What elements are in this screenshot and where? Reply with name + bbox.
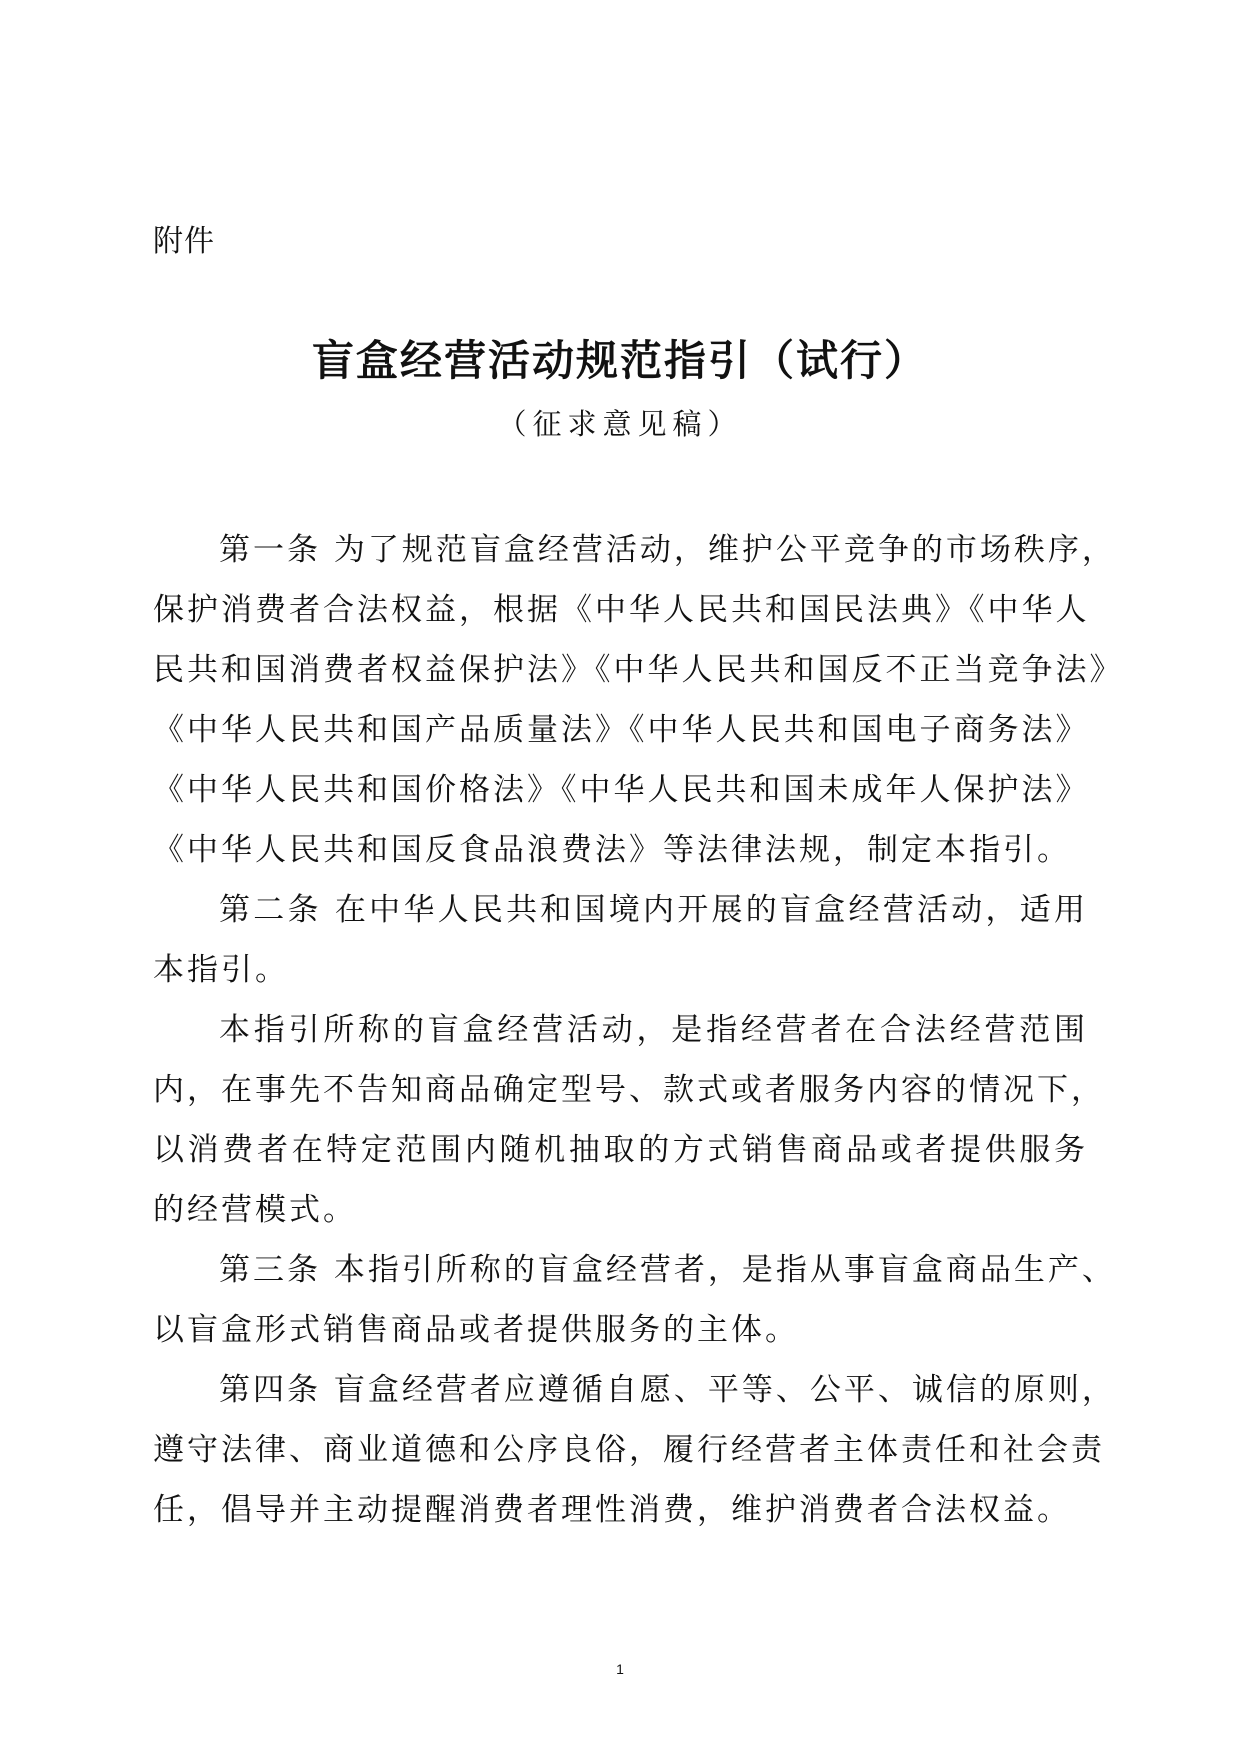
article-3-paragraph [153, 1240, 1116, 1360]
text-line: 第二条 在中华人民共和国境内开展的盲盒经营活动，适用 [219, 892, 1088, 928]
document-title: 盲盒经营活动规范指引（试行） [311, 336, 928, 385]
text-line: 本指引所称的盲盒经营活动，是指经营者在合法经营范围 [219, 1012, 1088, 1048]
text-line: 的经营模式。 [153, 1192, 357, 1228]
article-1-paragraph [153, 520, 1124, 880]
text-line: 第三条 本指引所称的盲盒经营者，是指从事盲盒商品生产、 [219, 1252, 1116, 1288]
text-line: 《中华人民共和国产品质量法》《中华人民共和国电子商务法》 [153, 712, 1090, 748]
text-line: 以盲盒形式销售商品或者提供服务的主体。 [153, 1312, 799, 1348]
text-line: 内，在事先不告知商品确定型号、款式或者服务内容的情况下， [153, 1072, 1105, 1108]
text-line: 遵守法律、商业道德和公序良俗，履行经营者主体责任和社会责 [153, 1432, 1105, 1468]
article-4-paragraph [153, 1360, 1116, 1540]
text-line: 本指引。 [153, 952, 289, 988]
document-subtitle: （征求意见稿） [497, 407, 743, 441]
page-number: 1 [616, 1661, 624, 1677]
text-line: 《中华人民共和国价格法》《中华人民共和国未成年人保护法》 [153, 772, 1090, 808]
attachment-label: 附件 [153, 224, 215, 259]
article-2-definition-paragraph [153, 1000, 1105, 1240]
text-line: 民共和国消费者权益保护法》《中华人民共和国反不正当竞争法》 [153, 652, 1124, 688]
text-line: 任，倡导并主动提醒消费者理性消费，维护消费者合法权益。 [153, 1492, 1071, 1528]
text-line: 保护消费者合法权益，根据《中华人民共和国民法典》《中华人 [153, 592, 1090, 628]
text-line: 第一条 为了规范盲盒经营活动，维护公平竞争的市场秩序， [219, 532, 1116, 568]
text-line: 以消费者在特定范围内随机抽取的方式销售商品或者提供服务 [153, 1132, 1088, 1168]
text-line: 《中华人民共和国反食品浪费法》等法律法规，制定本指引。 [153, 832, 1071, 868]
article-2-paragraph [153, 880, 1088, 1000]
document-body [153, 520, 1124, 1540]
text-line: 第四条 盲盒经营者应遵循自愿、平等、公平、诚信的原则， [219, 1372, 1116, 1408]
